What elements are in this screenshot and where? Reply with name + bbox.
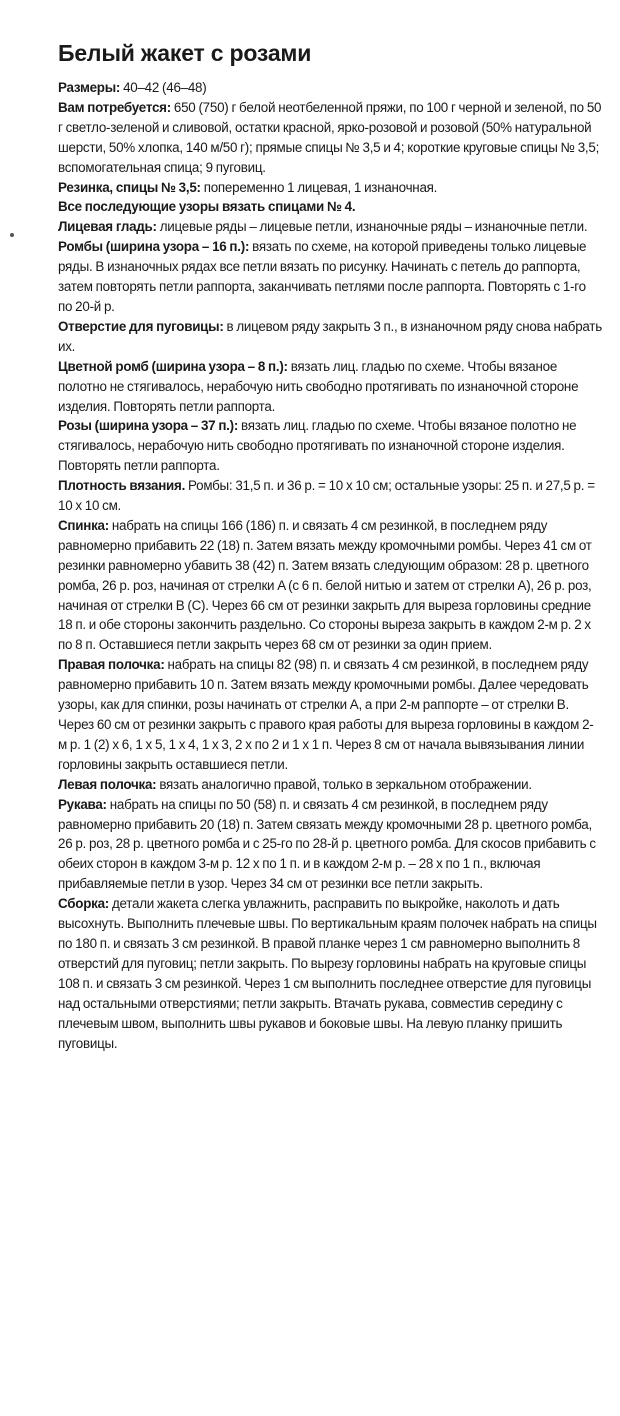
section-text: вязать лиц. гладью по схеме. Чтобы вязаное полотно не стягивалось, нерабочую нить свободно протягивать по изнаночной стороне изделия. Повторять петли раппорта.	[58, 418, 577, 474]
section-sleeves	[58, 795, 602, 895]
section-label: Левая полочка:	[58, 776, 157, 792]
section-text: набрать на спицы 166 (186) п. и связать 4 см резинкой, в последнем ряду равномерно прибавить 22 (18) п. Затем вязать между кромочными ромбы. Через 41 см от резинки равномерно убавить 38 (42) п. Затем вязать следующим образом: 28 р. цветного ромба, 26 р. роз, начиная от стрелки A (с 6 п. белой нитью и затем от стрелки A), 26 р. роз, начиная от стрелки B (C). Через 66 см от резинки закрыть для выреза горловины средние 18 п. и обе стороны закончить раздельно. Со стороны выреза закрыть в каждом 2-м р. 2 х по 8 п. Оставшиеся петли закрыть через 68 см от резинки за один прием.	[58, 517, 592, 653]
section-right-front	[58, 655, 602, 774]
section-label: Розы (ширина узора – 37 п.):	[58, 418, 239, 434]
section-text: попеременно 1 лицевая, 1 изнаночная.	[200, 179, 438, 195]
section-text: детали жакета слегка увлажнить, расправить по выкройке, наколоть и дать высохнуть. Выполнить плечевые швы. По вертикальным краям полочек набрать на спицы по 180 п. и связать 3 см резинкой. В правой планке через 1 см равномерно выполнить 8 отверстий для пуговиц; петли закрыть. По вырезу горловины набрать на круговые спицы 108 п. и связать 3 см резинкой. Через 1 см выполнить последнее отверстие для пуговицы над остальными отверстиями; петли закрыть. Втачать рукава, совместив середину с плечевым швом, выполнить швы рукавов и боковые швы. На левую планку пришить пуговицы.	[58, 896, 597, 1051]
section-rib	[58, 178, 602, 198]
section-label: Цветной ромб (ширина узора – 8 п.):	[58, 358, 288, 374]
section-assembly	[58, 894, 602, 1053]
section-label: Все последующие узоры вязать спицами № 4.	[58, 199, 356, 215]
section-text: вязать лиц. гладью по схеме. Чтобы вязаное полотно не стягивалось, нерабочую нить свободно протягивать по изнаночной стороне изделия. Повторять петли раппорта.	[58, 358, 579, 414]
section-roses	[58, 416, 602, 476]
section-text: вязать аналогично правой, только в зеркальном отображении.	[156, 776, 532, 792]
section-label: Размеры:	[58, 80, 121, 95]
section-buttonhole	[58, 317, 602, 357]
section-gauge	[58, 476, 602, 516]
section-needles-note	[58, 197, 602, 217]
section-label: Лицевая гладь:	[58, 219, 157, 235]
section-left-front	[58, 775, 602, 795]
section-text: набрать на спицы по 50 (58) п. и связать 4 см резинкой, в последнем ряду равномерно прибавить 20 (18) п. Затем связать между кромочными 28 р. цветного ромба, 26 р. роз, 28 р. цветного ромба и с 25-го по 28-й р. цветного ромба. Для скосов прибавить с обеих сторон в каждом 3-м р. 12 х по 1 п. и в каждом 2-м р. – 28 х по 1 п., включая прибавляемые петли в узор. Через 34 см от резинки все петли закрыть.	[58, 796, 596, 892]
section-label: Вам потребуется:	[58, 99, 171, 115]
section-sizes	[58, 78, 602, 98]
section-text: лицевые ряды – лицевые петли, изнаночные ряды – изнаночные петли.	[156, 219, 588, 235]
section-label: Плотность вязания.	[58, 478, 186, 494]
margin-dot	[10, 233, 14, 237]
section-back	[58, 516, 602, 655]
section-color-rhomb	[58, 357, 602, 417]
section-text: в лицевом ряду закрыть 3 п., в изнаночном ряду снова набрать их.	[58, 318, 602, 354]
section-text: Ромбы: 31,5 п. и 36 р. = 10 х 10 см; остальные узоры: 25 п. и 27,5 р. = 10 х 10 см.	[58, 478, 595, 514]
section-text: 40–42 (46–48)	[120, 80, 207, 95]
section-label: Резинка, спицы № 3,5:	[58, 179, 201, 195]
article-title: Белый жакет с розами	[58, 40, 312, 66]
section-text: вязать по схеме, на которой приведены только лицевые ряды. В изнаночных рядах все петли вязать по рисунку. Начинать с петель до раппорта, затем повторять петли раппорта, заканчивать петлями после раппорта. Повторять с 1-го по 20-й р.	[58, 239, 587, 314]
section-text: набрать на спицы 82 (98) п. и связать 4 см резинкой, в последнем ряду равномерно прибавить 10 п. Затем вязать между кромочными ромбы. Далее чередовать узоры, как для спинки, розы начинать от стрелки A, а при 2-м раппорте – от стрелки B. Через 60 см от резинки закрыть с правого края работы для выреза горловины в каждом 2-м р. 1 (2) х 6, 1 х 5, 1 х 4, 1 х 3, 2 х по 2 и 1 х 1 п. Через 8 см от начала вывязывания линии горловины закрыть оставшиеся петли.	[58, 657, 594, 772]
section-stockinette	[58, 217, 602, 237]
section-text: 650 (750) г белой неотбеленной пряжи, по 100 г черной и зеленой, по 50 г светло-зеленой и сливовой, остатки красной, ярко-розовой и розовой (50% натуральной шерсти, 50% хлопка, 140 м/50 г); прямые спицы № 3,5 и 4; короткие круговые спицы № 3,5; вспомогательная спица; 9 пуговиц.	[58, 99, 602, 175]
section-materials	[58, 98, 602, 178]
section-label: Ромбы (ширина узора – 16 п.):	[58, 239, 250, 255]
section-rhombs	[58, 237, 602, 317]
section-label: Сборка:	[58, 896, 109, 912]
section-label: Правая полочка:	[58, 657, 165, 673]
section-label: Рукава:	[58, 796, 107, 812]
section-label: Спинка:	[58, 517, 109, 533]
section-label: Отверстие для пуговицы:	[58, 318, 224, 334]
